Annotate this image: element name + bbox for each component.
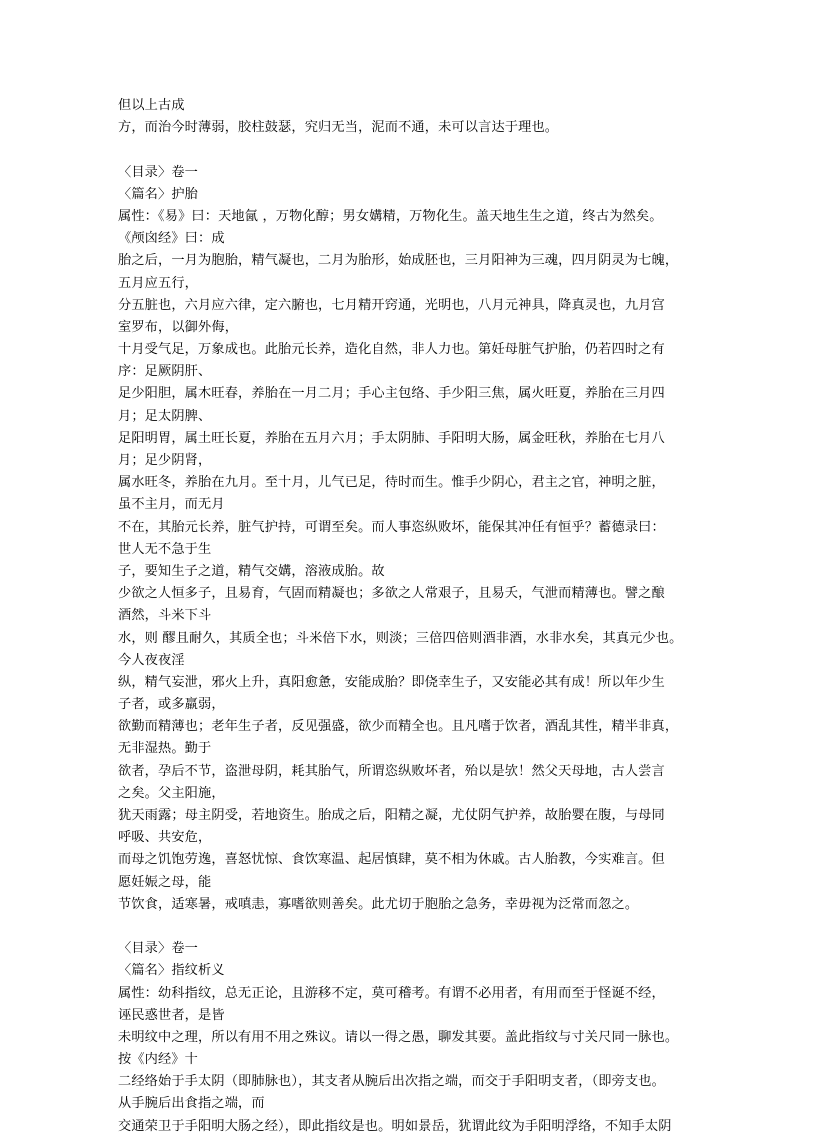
- text-line: 不在，其胎元长养，脏气护持，可谓至矣。而人事恣纵败坏，能保其冲任有恒乎？蓄德录曰：: [118, 519, 665, 535]
- text-line: 子者，或多羸弱，: [118, 697, 225, 713]
- text-line: 犹天雨露；母主阴受，若地资生。胎成之后，阳精之凝，尤仗阴气护养，故胎婴在腹，与母同: [118, 808, 665, 823]
- text-line: 呼吸、共安危，: [118, 830, 212, 846]
- text-line: 按《内经》十: [118, 1052, 199, 1068]
- text-line: 之矣。父主阳施，: [118, 785, 225, 801]
- text-line: 属水旺冬，养胎在九月。至十月，儿气已足，待时而生。惟手少阴心，君主之官，神明之脏，: [118, 475, 665, 491]
- text-line: 属性：《易》曰：天地氤 ，万物化醇；男女媾精，万物化生。盖天地生生之道，终古为然矣。: [118, 208, 663, 224]
- text-line: 胎之后，一月为胞胎，精气凝也，二月为胎形，始成胚也，三月阳神为三魂，四月阴灵为七魄，: [118, 253, 679, 269]
- document-page: [118, 95, 700, 1138]
- text-line: 分五脏也，六月应六律，定六腑也，七月精开窍通，光明也，八月元神具，降真灵也，九月宫: [118, 297, 665, 313]
- text-line: 月；足少阴肾，: [118, 453, 212, 468]
- text-line: 〈目录〉卷一: [118, 164, 199, 180]
- text-block-hutai: [118, 162, 700, 916]
- text-line: 欲勤而精薄也；老年生子者，反见强盛，欲少而精全也。且凡嗜于饮者，酒乱其性，精半非真，: [118, 719, 679, 735]
- text-line: 欲者，孕后不节，盗泄母阴，耗其胎气，所谓恣纵败坏者，殆以是欤！然父天母地，古人尝言: [118, 763, 665, 779]
- text-line: 〈目录〉卷一: [118, 941, 199, 957]
- text-line: 五月应五行，: [118, 275, 199, 291]
- text-line: 交通荣卫于手阳明大肠之经），即此指纹是也。明如景岳，犹谓此纹为手阳明浮络，不知手太阴: [118, 1118, 672, 1134]
- text-line: 足少阳胆，属木旺春，养胎在一月二月；手心主包络、手少阳三焦，属火旺夏，养胎在三月四: [118, 386, 665, 402]
- text-line: 十月受气足，万象成也。此胎元长养，造化自然，非人力也。第妊母脏气护胎，仍若四时之有: [118, 342, 665, 358]
- text-line: 世人无不急于生: [118, 541, 212, 557]
- text-block-intro: [118, 95, 700, 139]
- text-line: 无非湿热。勤于: [118, 741, 212, 757]
- text-line: 〈篇名〉指纹析义: [118, 963, 225, 979]
- text-line: 序：足厥阴肝、: [118, 364, 212, 380]
- text-line: 足阳明胃，属土旺长夏，养胎在五月六月；手太阴肺、手阳明大肠，属金旺秋，养胎在七月八: [118, 430, 665, 446]
- paragraph-gap: [118, 916, 700, 938]
- text-line: 子，要知生子之道，精气交媾，溶液成胎。故: [118, 563, 385, 579]
- text-line: 愿妊娠之母，能: [118, 874, 212, 890]
- text-line: 而母之饥饱劳逸，喜怒忧惊、食饮寒温、起居慎肆，莫不相为休戚。古人胎教，今实难言。但: [118, 852, 665, 868]
- text-line: 二经络始于手太阴（即肺脉也），其支者从腕后出次指之端，而交于手阳明支者，（即旁支也。: [118, 1074, 665, 1090]
- text-line: 纵，精气妄泄，邪火上升，真阳愈惫，安能成胎？即侥幸生子，又安能必其有成！所以年少生: [118, 674, 665, 690]
- text-line: 未明纹中之理，所以有用不用之殊议。请以一得之愚，聊发其要。盖此指纹与寸关尺同一脉也。: [118, 1029, 679, 1045]
- text-line: 水，则 醪且耐久，其质全也；斗米倍下水，则淡；三倍四倍则酒非酒，水非水矣，其真元少也。: [118, 630, 683, 646]
- paragraph-gap: [118, 139, 700, 161]
- text-line: 酒然，斗米下斗: [118, 608, 212, 624]
- text-line: 方，而治今时薄弱，胶柱鼓瑟，究归无当，泥而不通，未可以言达于理也。: [118, 120, 559, 136]
- text-line: 属性：幼科指纹，总无正论，且游移不定，莫可稽考。有谓不必用者，有用而至于怪诞不经，: [118, 985, 665, 1001]
- text-line: 《颅囟经》曰：成: [118, 231, 225, 247]
- text-line: 今人夜夜淫: [118, 652, 185, 668]
- text-line: 从手腕后出食指之端，而: [118, 1096, 265, 1112]
- text-line: 少欲之人恒多子，且易育，气固而精凝也；多欲之人常艰子，且易夭，气泄而精薄也。譬之酿: [118, 586, 665, 602]
- text-line: 〈篇名〉护胎: [118, 186, 199, 202]
- text-line: 诬民惑世者，是皆: [118, 1007, 225, 1023]
- text-line: 虽不主月，而无月: [118, 497, 225, 513]
- text-line: 节饮食，适寒暑，戒嗔恚，寡嗜欲则善矣。此尤切于胞胎之急务，幸毋视为泛常而忽之。: [118, 896, 639, 912]
- text-line: 室罗布，以御外侮，: [118, 319, 239, 335]
- text-line: 月；足太阴脾、: [118, 408, 212, 424]
- text-block-zhiwen: [118, 938, 700, 1138]
- text-line: 但以上古成: [118, 98, 185, 113]
